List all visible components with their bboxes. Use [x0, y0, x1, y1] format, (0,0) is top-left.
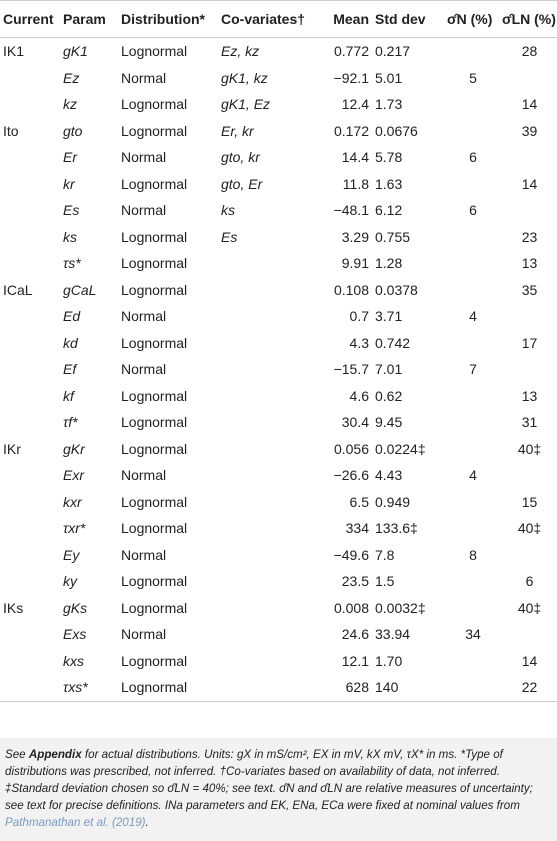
cell-covariates: Ez, kz [221, 43, 260, 60]
table-row [0, 621, 557, 648]
cell-current [0, 568, 60, 595]
cell-distribution: Normal [121, 69, 167, 86]
cell-param: kxs [63, 652, 84, 669]
cell-sigma-n: 4 [469, 467, 477, 484]
cell-current [0, 648, 60, 675]
table-row [0, 65, 557, 92]
cell-covariates [218, 489, 316, 516]
cell-param: gto [63, 122, 83, 139]
cell-sigma-ln [499, 621, 557, 648]
cell-sigma-ln [499, 542, 557, 569]
header-row [0, 1, 557, 38]
cell-std: 133.6‡ [375, 520, 418, 537]
cell-covariates: gK1, Ez [221, 96, 271, 113]
cell-std: 1.73 [375, 96, 403, 113]
table-row [0, 595, 557, 622]
table-row [0, 356, 557, 383]
cell-covariates [218, 674, 316, 701]
cell-param: Ed [63, 308, 81, 325]
cell-sigma-n: 34 [465, 626, 481, 643]
cell-sigma-ln: 28 [521, 43, 538, 60]
cell-current [0, 409, 60, 436]
cell-sigma-ln: 6 [525, 573, 534, 590]
cell-current: Ito [3, 122, 19, 139]
cell-sigma-n [444, 436, 499, 463]
cell-current [0, 65, 60, 92]
cell-covariates [218, 356, 316, 383]
cell-sigma-ln: 31 [521, 414, 538, 431]
cell-std: 3.71 [375, 308, 403, 325]
cell-sigma-n: 6 [469, 149, 477, 166]
cell-std: 9.45 [375, 414, 403, 431]
cell-distribution: Lognormal [121, 520, 188, 537]
cell-distribution: Lognormal [121, 281, 188, 298]
cell-sigma-ln: 39 [521, 122, 538, 139]
cell-sigma-n: 5 [469, 69, 477, 86]
table-footnote [0, 738, 557, 841]
header-covariates: Co-variates† [221, 11, 306, 27]
cell-sigma-n: 7 [469, 361, 477, 378]
cell-std: 0.949 [375, 493, 411, 510]
cell-distribution: Lognormal [121, 122, 188, 139]
cell-sigma-n [444, 277, 499, 304]
cell-sigma-n [444, 38, 499, 65]
cell-distribution: Lognormal [121, 652, 188, 669]
cell-sigma-n: 8 [469, 546, 477, 563]
cell-param: kr [63, 175, 75, 192]
cell-mean: 14.4 [341, 149, 369, 166]
cell-covariates [218, 515, 316, 542]
cell-covariates: Er, kr [221, 122, 254, 139]
cell-sigma-ln [499, 197, 557, 224]
cell-distribution: Lognormal [121, 573, 188, 590]
cell-param: τxs* [63, 679, 88, 696]
table-row [0, 542, 557, 569]
cell-param: τxr* [63, 520, 86, 537]
cell-mean: −49.6 [333, 546, 369, 563]
cell-param: ks [63, 228, 77, 245]
cell-sigma-n [444, 595, 499, 622]
cell-covariates [218, 568, 316, 595]
cell-param: kz [63, 96, 77, 113]
cell-current [0, 144, 60, 171]
cell-distribution: Normal [121, 202, 167, 219]
cell-mean: 24.6 [341, 626, 369, 643]
cell-distribution: Normal [121, 361, 167, 378]
cell-distribution: Normal [121, 467, 167, 484]
cell-distribution: Lognormal [121, 440, 188, 457]
cell-param: kxr [63, 493, 82, 510]
cell-distribution: Normal [121, 546, 167, 563]
cell-param: gKr [63, 440, 85, 457]
cell-distribution: Normal [121, 626, 167, 643]
table-row [0, 409, 557, 436]
cell-param: kf [63, 387, 74, 404]
cell-current [0, 489, 60, 516]
cell-distribution: Lognormal [121, 414, 188, 431]
table-row [0, 91, 557, 118]
cell-current [0, 462, 60, 489]
cell-mean: 0.056 [333, 440, 369, 457]
cell-covariates: gK1, kz [221, 69, 268, 86]
cell-mean: 23.5 [341, 573, 369, 590]
cell-covariates [218, 383, 316, 410]
cell-sigma-n [444, 250, 499, 277]
cell-current: IKr [3, 440, 21, 457]
cell-mean: 12.1 [341, 652, 369, 669]
cell-sigma-n [444, 568, 499, 595]
cell-current: IK1 [3, 43, 25, 60]
cell-current [0, 674, 60, 701]
cell-sigma-ln: 17 [521, 334, 538, 351]
cell-current [0, 542, 60, 569]
cell-mean: 3.29 [341, 228, 369, 245]
cell-std: 5.01 [375, 69, 403, 86]
cell-mean: 628 [345, 679, 369, 696]
cell-covariates: Es [221, 228, 238, 245]
cell-mean: 12.4 [341, 96, 369, 113]
table-row [0, 515, 557, 542]
cell-covariates [218, 621, 316, 648]
cell-current [0, 621, 60, 648]
cell-param: gK1 [63, 43, 88, 60]
table-row [0, 250, 557, 277]
table-row [0, 277, 557, 304]
table-row [0, 330, 557, 357]
cell-param: gCaL [63, 281, 97, 298]
cell-covariates [218, 330, 316, 357]
cell-current: IKs [3, 599, 24, 616]
cell-std: 0.217 [375, 43, 411, 60]
table-row [0, 674, 557, 701]
cell-sigma-n [444, 489, 499, 516]
cell-distribution: Lognormal [121, 493, 188, 510]
cell-sigma-n [444, 383, 499, 410]
cell-sigma-ln: 40‡ [517, 520, 542, 537]
cell-distribution: Lognormal [121, 599, 188, 616]
table-row [0, 144, 557, 171]
cell-std: 4.43 [375, 467, 403, 484]
cell-param: Exr [63, 467, 84, 484]
cell-current [0, 171, 60, 198]
cell-sigma-ln: 40‡ [517, 440, 542, 457]
table-row [0, 38, 557, 65]
table-row [0, 224, 557, 251]
header-sigma-n: σ̂N (%) [447, 11, 493, 27]
cell-covariates: gto, kr [221, 149, 260, 166]
cell-current [0, 330, 60, 357]
cell-mean: −48.1 [333, 202, 369, 219]
footnote-text-2: for actual distributions. Units: gX in mS/cm², EX in mV, kX mV, τX* in ms. *Type of distributions was prescribed, not inferred. †Co-variates based on availability of data, not inferred. ‡Standard deviation chosen so σ̂LN = 40%; see text. σ̂N and σ̂LN are relative measures of uncertainty; see text for precise definitions. INa parameters and EK, ENa, ECa were fixed at nominal values from [5, 748, 533, 812]
cell-sigma-n [444, 648, 499, 675]
cell-distribution: Lognormal [121, 255, 188, 272]
cell-std: 1.28 [375, 255, 403, 272]
header-std: Std dev [375, 11, 426, 27]
table-row [0, 118, 557, 145]
cell-distribution: Lognormal [121, 43, 188, 60]
cell-mean: −26.6 [333, 467, 369, 484]
cell-covariates [218, 250, 316, 277]
cell-distribution: Lognormal [121, 175, 188, 192]
cell-std: 0.0032‡ [375, 599, 426, 616]
header-current: Current [3, 11, 54, 27]
cell-mean: 4.6 [349, 387, 369, 404]
cell-covariates [218, 595, 316, 622]
cell-current [0, 197, 60, 224]
cell-covariates [218, 409, 316, 436]
cell-sigma-ln: 15 [521, 493, 538, 510]
cell-distribution: Lognormal [121, 228, 188, 245]
cell-sigma-ln: 40‡ [517, 599, 542, 616]
cell-mean: 0.7 [349, 308, 369, 325]
table-row [0, 303, 557, 330]
cell-mean: 9.91 [341, 255, 369, 272]
cell-current [0, 250, 60, 277]
cell-current [0, 303, 60, 330]
cell-param: Es [63, 202, 80, 219]
table-row [0, 462, 557, 489]
header-mean: Mean [333, 11, 369, 27]
cell-std: 33.94 [375, 626, 411, 643]
cell-covariates: ks [221, 202, 235, 219]
cell-std: 0.0676 [375, 122, 418, 139]
cell-sigma-n [444, 330, 499, 357]
cell-sigma-n [444, 91, 499, 118]
cell-std: 6.12 [375, 202, 403, 219]
table-row [0, 489, 557, 516]
cell-std: 1.5 [375, 573, 395, 590]
cell-sigma-ln: 22 [521, 679, 538, 696]
cell-std: 1.70 [375, 652, 403, 669]
cell-std: 1.63 [375, 175, 403, 192]
cell-sigma-n: 6 [469, 202, 477, 219]
cell-distribution: Lognormal [121, 96, 188, 113]
cell-std: 5.78 [375, 149, 403, 166]
cell-mean: 11.8 [342, 175, 369, 192]
cell-std: 0.0224‡ [375, 440, 426, 457]
cell-sigma-ln: 14 [521, 175, 538, 192]
cell-distribution: Lognormal [121, 334, 188, 351]
cell-sigma-ln [499, 144, 557, 171]
cell-mean: 0.008 [333, 599, 369, 616]
appendix-link[interactable]: Appendix [28, 748, 82, 761]
cell-std: 0.742 [375, 334, 411, 351]
cell-sigma-n [444, 171, 499, 198]
cell-covariates: gto, Er [221, 175, 263, 192]
table-row [0, 436, 557, 463]
cell-covariates [218, 542, 316, 569]
cell-sigma-ln: 14 [521, 96, 538, 113]
cell-std: 7.01 [375, 361, 403, 378]
cell-param: Ez [63, 69, 80, 86]
cell-mean: 0.772 [333, 43, 369, 60]
cell-param: τf* [63, 414, 78, 431]
cell-sigma-ln: 23 [521, 228, 538, 245]
cell-current: ICaL [3, 281, 33, 298]
cell-sigma-ln: 13 [521, 387, 538, 404]
cell-covariates [218, 303, 316, 330]
table-row [0, 648, 557, 675]
footnote-text-1: See [5, 748, 29, 761]
cell-param: Er [63, 149, 77, 166]
table-row [0, 197, 557, 224]
cell-param: kd [63, 334, 78, 351]
header-param: Param [63, 11, 106, 27]
cell-std: 0.62 [375, 387, 403, 404]
cell-mean: 0.108 [333, 281, 369, 298]
cell-sigma-ln: 35 [521, 281, 538, 298]
cell-sigma-n [444, 118, 499, 145]
cell-mean: 334 [345, 520, 369, 537]
cell-param: τs* [63, 255, 81, 272]
table-row [0, 171, 557, 198]
cell-sigma-n [444, 674, 499, 701]
cell-mean: −92.1 [333, 69, 369, 86]
cell-std: 0.0378 [375, 281, 418, 298]
cell-distribution: Lognormal [121, 679, 188, 696]
cell-param: gKs [63, 599, 88, 616]
table-row [0, 383, 557, 410]
cell-sigma-ln: 13 [521, 255, 538, 272]
header-distribution: Distribution* [121, 11, 205, 27]
cell-sigma-ln [499, 303, 557, 330]
cell-sigma-n: 4 [469, 308, 477, 325]
cell-current [0, 515, 60, 542]
cell-sigma-ln [499, 462, 557, 489]
citation-link[interactable]: Pathmanathan et al. (2019) [5, 816, 146, 829]
cell-covariates [218, 436, 316, 463]
cell-distribution: Normal [121, 308, 167, 325]
cell-std: 0.755 [375, 228, 411, 245]
cell-sigma-ln [499, 356, 557, 383]
cell-mean: 6.5 [349, 493, 369, 510]
cell-mean: 4.3 [349, 334, 369, 351]
cell-current [0, 383, 60, 410]
cell-mean: −15.7 [333, 361, 369, 378]
cell-current [0, 356, 60, 383]
cell-sigma-n [444, 515, 499, 542]
cell-distribution: Normal [121, 149, 167, 166]
cell-mean: 30.4 [341, 414, 369, 431]
cell-param: Ey [63, 546, 80, 563]
footnote-end: . [145, 816, 149, 829]
cell-covariates [218, 648, 316, 675]
cell-mean: 0.172 [333, 122, 369, 139]
header-sigma-ln: σ̂LN (%) [502, 11, 556, 27]
table-row [0, 568, 557, 595]
cell-distribution: Lognormal [121, 387, 188, 404]
cell-param: Ef [63, 361, 77, 378]
cell-std: 140 [375, 679, 399, 696]
cell-current [0, 91, 60, 118]
cell-covariates [218, 462, 316, 489]
cell-param: Exs [63, 626, 87, 643]
cell-sigma-ln [499, 65, 557, 92]
cell-sigma-n [444, 409, 499, 436]
cell-covariates [218, 277, 316, 304]
cell-std: 7.8 [375, 546, 395, 563]
cell-sigma-ln: 14 [521, 652, 538, 669]
cell-param: ky [63, 573, 77, 590]
cell-current [0, 224, 60, 251]
cell-sigma-n [444, 224, 499, 251]
